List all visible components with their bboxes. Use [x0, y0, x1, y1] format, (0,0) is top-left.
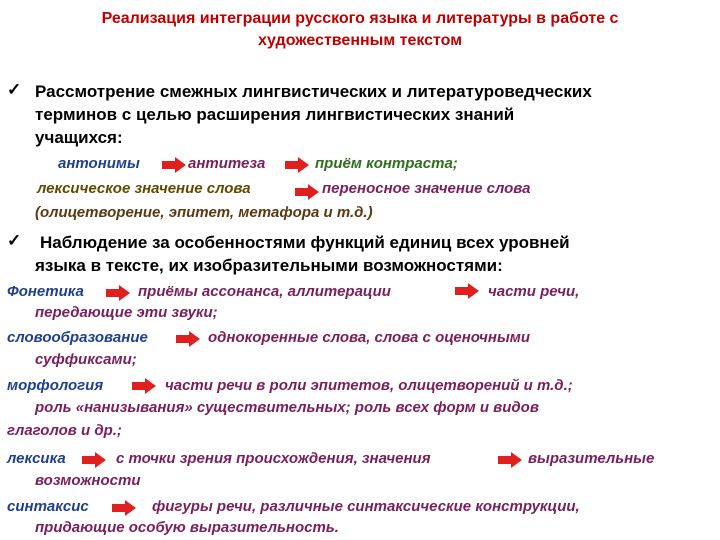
arrow-right-icon	[176, 331, 200, 347]
morphology-desc1: части речи в роли эпитетов, олицетворений и т.д.;	[165, 377, 573, 394]
lexis-possibilities: возможности	[35, 472, 141, 489]
term-antithesis: антитеза	[188, 155, 266, 172]
lexis-desc: с точки зрения происхождения, значения	[116, 450, 431, 467]
morphology-desc2: роль «нанизывания» существительных; роль всех форм и видов	[35, 399, 539, 416]
arrow-right-icon	[112, 500, 136, 516]
term-examples: (олицетворение, эпитет, метафора и т.д.)	[35, 204, 373, 221]
bullet1-line2: терминов с целью расширения лингвистических знаний	[35, 105, 515, 124]
term-morphology: морфология	[7, 377, 104, 394]
phonetics-desc: приёмы ассонанса, аллитерации	[138, 283, 391, 300]
slide-title-line1: Реализация интеграции русского языка и литературы в работе с	[101, 10, 619, 27]
phonetics-sounds: передающие эти звуки;	[35, 304, 218, 321]
bullet1-line1: Рассмотрение смежных лингвистических и литературоведческих	[35, 82, 592, 101]
arrow-right-icon	[295, 184, 319, 200]
term-lexis: лексика	[7, 450, 66, 467]
arrow-right-icon	[162, 157, 186, 173]
word-formation-desc: однокоренные слова, слова с оценочными	[208, 329, 531, 346]
check-icon: ✓	[7, 80, 22, 99]
bullet2-line2: языка в тексте, их изобразительными возможностями:	[35, 256, 503, 275]
word-formation-suffixes: суффиксами;	[35, 351, 137, 368]
arrow-right-icon	[106, 285, 130, 301]
phonetics-parts: части речи,	[488, 283, 580, 300]
term-antonyms: антонимы	[58, 155, 140, 172]
arrow-right-icon	[82, 452, 106, 468]
syntax-desc1: фигуры речи, различные синтаксические конструкции,	[152, 498, 580, 515]
bullet1-line3: учащихся:	[35, 128, 123, 147]
arrow-right-icon	[285, 157, 309, 173]
slide-title-line2: художественным текстом	[257, 32, 463, 49]
term-phonetics: Фонетика	[7, 283, 84, 300]
term-figurative-meaning: переносное значение слова	[322, 180, 531, 197]
term-lexical-meaning: лексическое значение слова	[37, 180, 251, 197]
bullet2-line1: Наблюдение за особенностями функций единиц всех уровней	[40, 233, 570, 252]
arrow-right-icon	[455, 283, 479, 299]
arrow-right-icon	[132, 378, 156, 394]
check-icon: ✓	[7, 231, 22, 250]
term-contrast: приём контраста;	[315, 155, 458, 172]
arrow-right-icon	[498, 452, 522, 468]
term-word-formation: словообразование	[7, 329, 148, 346]
lexis-expressive: выразительные	[528, 450, 655, 467]
morphology-desc3: глаголов и др.;	[7, 422, 122, 439]
syntax-desc2: придающие особую выразительность.	[35, 519, 339, 536]
term-syntax: синтаксис	[7, 498, 89, 515]
